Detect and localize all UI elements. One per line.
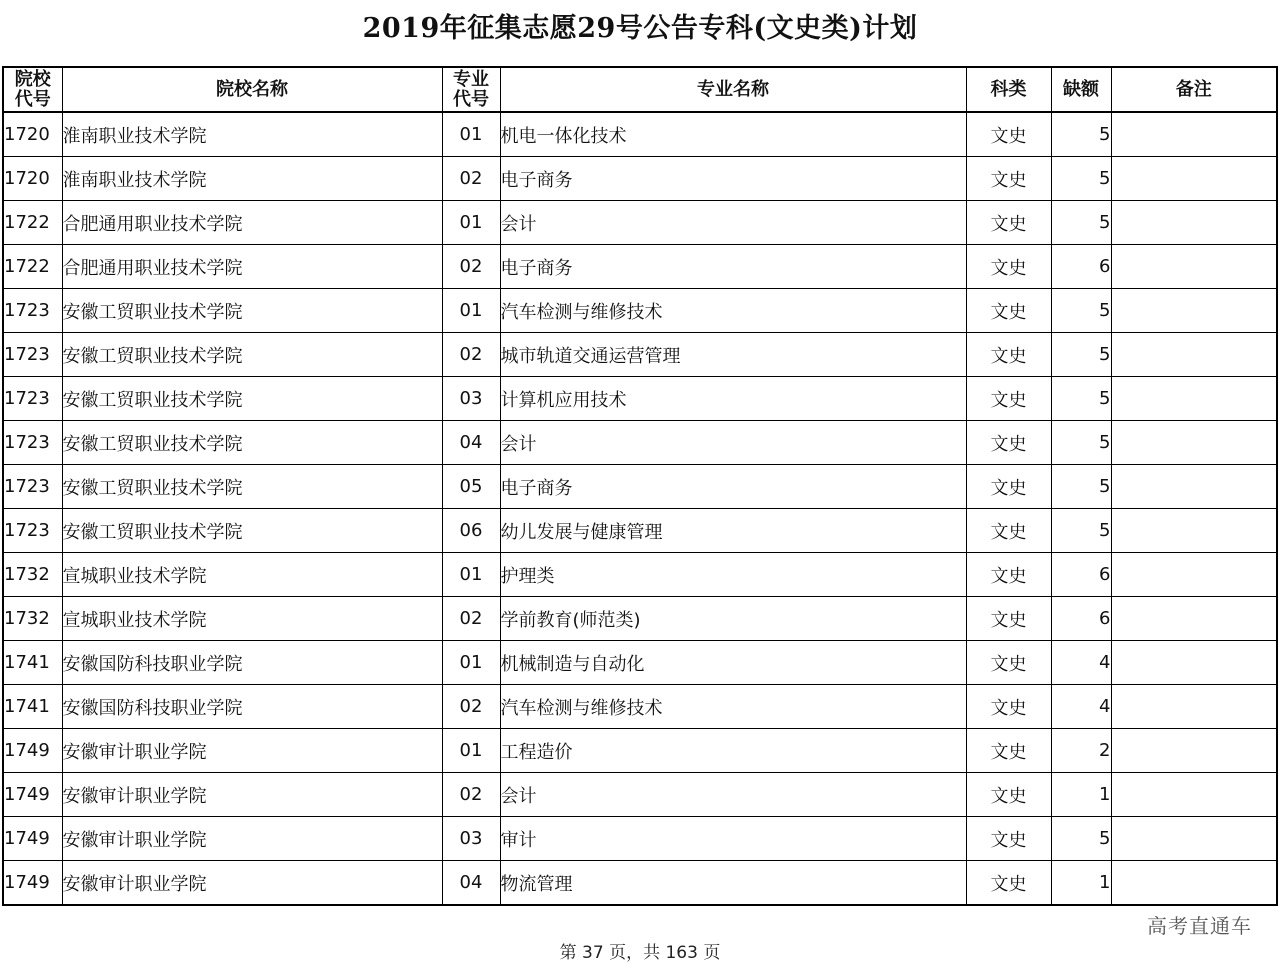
cell-note <box>1111 773 1277 817</box>
cell-note <box>1111 201 1277 245</box>
cell-major-code: 01 <box>442 729 500 773</box>
cell-quota: 5 <box>1051 465 1111 509</box>
cell-category: 文史 <box>966 289 1051 333</box>
cell-quota: 5 <box>1051 509 1111 553</box>
cell-school-code: 1741 <box>3 685 62 729</box>
cell-note <box>1111 377 1277 421</box>
cell-quota: 5 <box>1051 817 1111 861</box>
table-row <box>3 289 1277 333</box>
cell-major-code: 02 <box>442 773 500 817</box>
header-major-name: 专业名称 <box>500 67 966 112</box>
cell-category: 文史 <box>966 773 1051 817</box>
header-school-code <box>3 67 62 112</box>
cell-major-code: 06 <box>442 509 500 553</box>
cell-school-code: 1732 <box>3 553 62 597</box>
cell-quota: 1 <box>1051 773 1111 817</box>
table-row <box>3 509 1277 553</box>
cell-category: 文史 <box>966 245 1051 289</box>
table-row <box>3 421 1277 465</box>
cell-quota: 6 <box>1051 597 1111 641</box>
cell-note <box>1111 817 1277 861</box>
cell-major-code: 04 <box>442 421 500 465</box>
table-row <box>3 861 1277 906</box>
header-school-name: 院校名称 <box>62 67 442 112</box>
cell-note <box>1111 553 1277 597</box>
header-major-code-line1: 专业 <box>453 68 489 90</box>
cell-note <box>1111 641 1277 685</box>
header-category: 科类 <box>966 67 1051 112</box>
header-major-code <box>442 67 500 112</box>
cell-quota: 5 <box>1051 377 1111 421</box>
cell-category: 文史 <box>966 597 1051 641</box>
cell-school-code: 1741 <box>3 641 62 685</box>
cell-major-code: 02 <box>442 157 500 201</box>
cell-note <box>1111 245 1277 289</box>
cell-category: 文史 <box>966 465 1051 509</box>
cell-major-name: 汽车检测与维修技术 <box>500 685 966 729</box>
cell-school-code: 1723 <box>3 333 62 377</box>
cell-category: 文史 <box>966 509 1051 553</box>
table-row <box>3 465 1277 509</box>
cell-major-code: 01 <box>442 641 500 685</box>
cell-category: 文史 <box>966 685 1051 729</box>
cell-quota: 1 <box>1051 861 1111 906</box>
cell-school-name: 安徽工贸职业技术学院 <box>62 377 442 421</box>
cell-school-name: 安徽工贸职业技术学院 <box>62 333 442 377</box>
table-row <box>3 817 1277 861</box>
cell-major-code: 02 <box>442 245 500 289</box>
cell-quota: 6 <box>1051 553 1111 597</box>
cell-quota: 2 <box>1051 729 1111 773</box>
cell-major-code: 04 <box>442 861 500 906</box>
cell-major-code: 05 <box>442 465 500 509</box>
cell-major-name: 电子商务 <box>500 245 966 289</box>
cell-quota: 5 <box>1051 157 1111 201</box>
table-row <box>3 377 1277 421</box>
cell-note <box>1111 509 1277 553</box>
cell-major-code: 01 <box>442 112 500 157</box>
table-row <box>3 553 1277 597</box>
cell-major-name: 电子商务 <box>500 465 966 509</box>
cell-school-name: 安徽审计职业学院 <box>62 861 442 906</box>
table-row <box>3 685 1277 729</box>
cell-category: 文史 <box>966 201 1051 245</box>
cell-note <box>1111 465 1277 509</box>
cell-major-name: 学前教育(师范类) <box>500 597 966 641</box>
header-school-code-line2: 代号 <box>14 88 51 110</box>
cell-school-code: 1720 <box>3 112 62 157</box>
cell-quota: 5 <box>1051 333 1111 377</box>
cell-school-code: 1723 <box>3 509 62 553</box>
cell-school-name: 淮南职业技术学院 <box>62 112 442 157</box>
cell-major-name: 会计 <box>500 773 966 817</box>
cell-major-name: 会计 <box>500 421 966 465</box>
cell-school-code: 1723 <box>3 421 62 465</box>
cell-category: 文史 <box>966 641 1051 685</box>
cell-school-name: 合肥通用职业技术学院 <box>62 201 442 245</box>
table-row <box>3 773 1277 817</box>
cell-major-name: 物流管理 <box>500 861 966 906</box>
table-row <box>3 333 1277 377</box>
cell-school-code: 1749 <box>3 817 62 861</box>
cell-major-code: 03 <box>442 377 500 421</box>
cell-school-code: 1720 <box>3 157 62 201</box>
cell-major-name: 汽车检测与维修技术 <box>500 289 966 333</box>
cell-school-code: 1749 <box>3 861 62 906</box>
cell-category: 文史 <box>966 377 1051 421</box>
cell-major-name: 护理类 <box>500 553 966 597</box>
cell-school-name: 安徽工贸职业技术学院 <box>62 289 442 333</box>
cell-category: 文史 <box>966 421 1051 465</box>
table-row <box>3 245 1277 289</box>
cell-school-code: 1723 <box>3 377 62 421</box>
watermark: 高考直通车 <box>1147 914 1252 938</box>
cell-category: 文史 <box>966 861 1051 906</box>
cell-major-code: 03 <box>442 817 500 861</box>
cell-major-name: 机械制造与自动化 <box>500 641 966 685</box>
cell-quota: 5 <box>1051 201 1111 245</box>
table-row <box>3 157 1277 201</box>
table-row <box>3 201 1277 245</box>
cell-school-code: 1723 <box>3 465 62 509</box>
plan-table <box>2 66 1278 906</box>
cell-school-name: 淮南职业技术学院 <box>62 157 442 201</box>
cell-note <box>1111 729 1277 773</box>
cell-category: 文史 <box>966 157 1051 201</box>
cell-school-name: 宣城职业技术学院 <box>62 553 442 597</box>
cell-note <box>1111 597 1277 641</box>
cell-quota: 5 <box>1051 112 1111 157</box>
cell-quota: 4 <box>1051 685 1111 729</box>
cell-note <box>1111 157 1277 201</box>
cell-major-name: 审计 <box>500 817 966 861</box>
header-major-code-line2: 代号 <box>453 88 489 110</box>
cell-major-code: 01 <box>442 553 500 597</box>
table-row <box>3 597 1277 641</box>
cell-school-name: 安徽工贸职业技术学院 <box>62 465 442 509</box>
cell-school-code: 1732 <box>3 597 62 641</box>
cell-quota: 5 <box>1051 421 1111 465</box>
header-school-code-line1: 院校 <box>14 68 51 90</box>
header-note: 备注 <box>1111 67 1277 112</box>
cell-quota: 6 <box>1051 245 1111 289</box>
table-body <box>3 112 1277 905</box>
cell-note <box>1111 289 1277 333</box>
table-row <box>3 641 1277 685</box>
cell-school-code: 1749 <box>3 773 62 817</box>
page-footer: 第 37 页，共 163 页 <box>559 943 721 963</box>
cell-major-name: 城市轨道交通运营管理 <box>500 333 966 377</box>
cell-category: 文史 <box>966 729 1051 773</box>
cell-category: 文史 <box>966 553 1051 597</box>
cell-major-code: 02 <box>442 685 500 729</box>
cell-note <box>1111 333 1277 377</box>
cell-major-name: 幼儿发展与健康管理 <box>500 509 966 553</box>
cell-major-code: 02 <box>442 333 500 377</box>
cell-note <box>1111 685 1277 729</box>
cell-school-code: 1749 <box>3 729 62 773</box>
cell-major-name: 机电一体化技术 <box>500 112 966 157</box>
page-title: 2019年征集志愿29号公告专科(文史类)计划 <box>362 13 918 44</box>
cell-school-name: 宣城职业技术学院 <box>62 597 442 641</box>
cell-school-name: 合肥通用职业技术学院 <box>62 245 442 289</box>
cell-quota: 5 <box>1051 289 1111 333</box>
cell-major-name: 电子商务 <box>500 157 966 201</box>
cell-school-name: 安徽工贸职业技术学院 <box>62 421 442 465</box>
cell-category: 文史 <box>966 333 1051 377</box>
cell-major-name: 计算机应用技术 <box>500 377 966 421</box>
cell-school-code: 1723 <box>3 289 62 333</box>
cell-major-name: 工程造价 <box>500 729 966 773</box>
cell-quota: 4 <box>1051 641 1111 685</box>
cell-category: 文史 <box>966 817 1051 861</box>
cell-note <box>1111 861 1277 906</box>
cell-major-code: 01 <box>442 201 500 245</box>
cell-school-code: 1722 <box>3 245 62 289</box>
cell-school-name: 安徽国防科技职业学院 <box>62 641 442 685</box>
cell-school-name: 安徽工贸职业技术学院 <box>62 509 442 553</box>
cell-category: 文史 <box>966 112 1051 157</box>
cell-major-name: 会计 <box>500 201 966 245</box>
cell-note <box>1111 112 1277 157</box>
cell-major-code: 01 <box>442 289 500 333</box>
cell-school-name: 安徽审计职业学院 <box>62 729 442 773</box>
table-header-row <box>3 67 1277 112</box>
header-quota: 缺额 <box>1051 67 1111 112</box>
cell-school-name: 安徽审计职业学院 <box>62 817 442 861</box>
table-row <box>3 112 1277 157</box>
cell-school-name: 安徽国防科技职业学院 <box>62 685 442 729</box>
table-row <box>3 729 1277 773</box>
cell-note <box>1111 421 1277 465</box>
cell-school-code: 1722 <box>3 201 62 245</box>
cell-school-name: 安徽审计职业学院 <box>62 773 442 817</box>
cell-major-code: 02 <box>442 597 500 641</box>
